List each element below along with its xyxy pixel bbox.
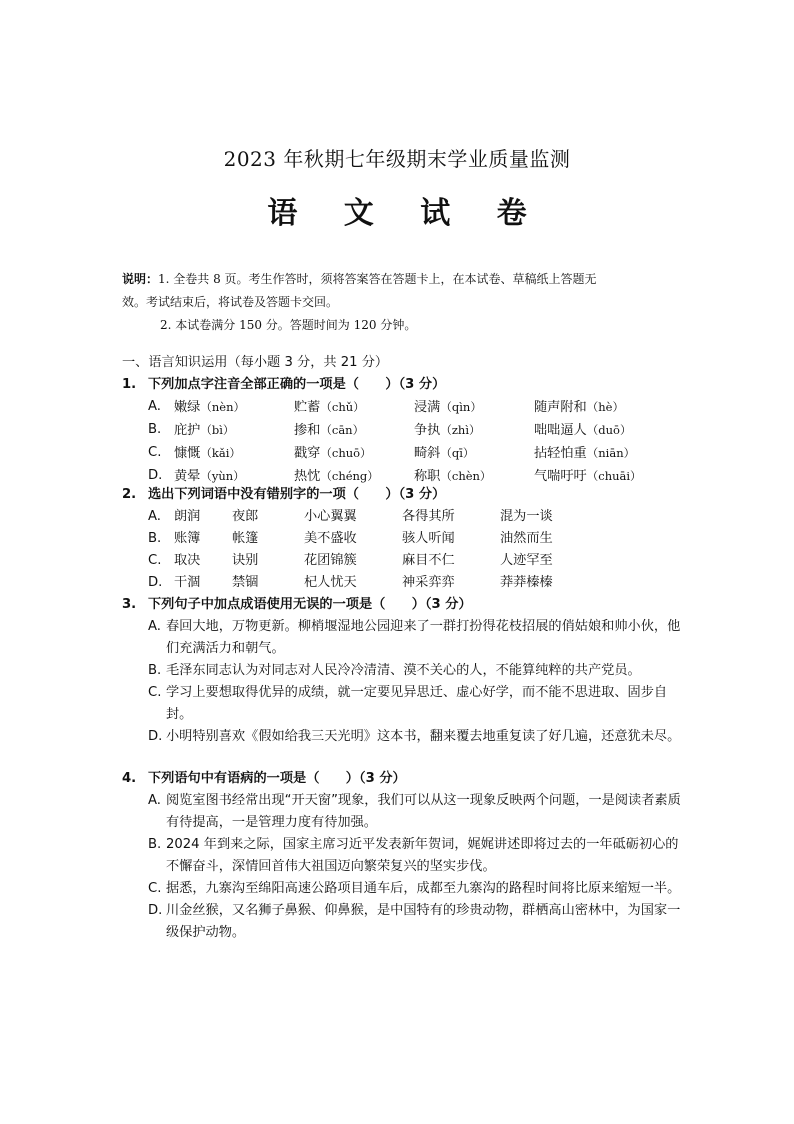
option-word: 诀别 [232,553,259,568]
option-word: 花团锦簇 [304,553,357,568]
option-item [294,396,414,419]
question-number: 3. [122,597,137,612]
option-word: 庇护 [174,423,201,438]
question-text: 选出下列词语中没有错别字的一项（ ）（3 分） [148,487,446,502]
option-word: 随声附和 [534,400,587,415]
instructions-label: 说明： [122,272,159,286]
option-pinyin: （bì） [200,423,235,437]
option-word: 小心翼翼 [304,509,357,524]
option-pinyin: （hè） [586,400,624,414]
option-letter: D. [148,903,163,918]
option-word: 莽莽榛榛 [500,575,553,590]
option-d [148,900,682,944]
option-c [148,682,682,726]
option-item [534,419,674,442]
question-2-options [148,506,682,594]
option-word: 畸斜 [414,446,441,461]
option-text: 春回大地，万物更新。柳梢堰湿地公园迎来了一群打扮得花枝招展的俏姑娘和帅小伙，他们充满活力和朝气。 [166,619,681,656]
option-letter: C. [148,881,162,896]
section-title: 一、语言知识运用（每小题 3 分，共 21 分） [122,355,389,370]
option-row-d [148,572,682,594]
option-pinyin: （chèn） [440,469,492,483]
option-word: 拈轻怕重 [534,446,587,461]
option-item [174,442,294,465]
instructions [122,268,682,337]
option-item [414,419,534,442]
option-pinyin: （qī） [440,446,475,460]
option-word: 帐篷 [232,531,259,546]
option-text: 学习上要想取得优异的成绩，就一定要见异思迁、虚心好学，而不能不思进取、固步自封。 [166,685,668,722]
option-text: 毛泽东同志认为对同志对人民冷冷清清、漠不关心的人，不能算纯粹的共产党员。 [166,663,641,678]
option-pinyin: （cān） [320,423,365,437]
option-item [294,419,414,442]
option-b [148,834,682,878]
option-word: 账簿 [174,531,201,546]
option-pinyin: （duō） [586,423,632,437]
option-word: 慷慨 [174,446,201,461]
option-word: 嫩绿 [174,400,201,415]
option-text: 川金丝猴，又名狮子鼻猴、仰鼻猴，是中国特有的珍贵动物，群栖高山密林中，为国家一级保护动物。 [166,903,681,940]
instructions-line-2: 效。考试结束后，将试卷及答题卡交回。 [122,295,339,309]
option-row-b [148,528,682,550]
option-word: 神采弈弈 [402,575,455,590]
option-pinyin: （kǎi） [200,446,241,460]
question-3 [122,594,682,748]
option-pinyin: （yùn） [200,469,245,483]
option-pinyin: （niān） [586,446,636,460]
instructions-line-1 [122,268,682,291]
option-pinyin: （zhì） [440,423,481,437]
exam-title: 2023 年秋期七年级期末学业质量监测 [223,147,571,171]
option-word: 黄晕 [174,469,201,484]
option-letter: B. [148,837,162,852]
option-letter: A. [148,619,161,634]
option-word: 咄咄逼人 [534,423,587,438]
question-number: 1. [122,377,137,392]
option-pinyin: （chéng） [320,469,379,483]
option-letter: B. [148,663,162,678]
option-letter: C. [148,685,162,700]
option-letter: A. [148,793,161,808]
question-4-stem [122,768,682,790]
question-number: 2. [122,487,137,502]
question-4-options [122,790,682,944]
question-3-options [122,616,682,748]
option-letter: B. [148,531,162,546]
option-word: 贮蓄 [294,400,321,415]
option-letter: D. [148,468,163,483]
option-b [148,660,682,682]
instructions-line-3: 2. 本试卷满分 150 分。答题时间为 120 分钟。 [160,318,417,332]
question-2 [122,484,682,594]
option-word: 干涸 [174,575,201,590]
option-word: 浸满 [414,400,441,415]
option-item [414,396,534,419]
option-pinyin: （nèn） [200,400,245,414]
option-text: 小明特别喜欢《假如给我三天光明》这本书，翻来覆去地重复读了好几遍，还意犹未尽。 [166,729,681,744]
option-word: 麻目不仁 [402,553,455,568]
option-word: 杞人忧天 [304,575,357,590]
option-text: 2024 年到来之际，国家主席习近平发表新年贺词，娓娓讲述即将过去的一年砥砺初心的不懈奋斗，深情回首伟大祖国迈向繁荣复兴的坚实步伐。 [166,837,679,874]
option-pinyin: （chǔ） [320,400,365,414]
option-word: 油然而生 [500,531,553,546]
question-3-stem [122,594,682,616]
option-word: 人迹罕至 [500,553,553,568]
option-a [148,616,682,660]
option-word: 混为一谈 [500,509,553,524]
question-1-options [148,396,682,488]
option-letter: D. [148,729,163,744]
option-item [174,419,294,442]
option-letter: D. [148,575,163,590]
option-letter: A. [148,399,161,414]
exam-subtitle: 语 文 试 卷 [267,196,545,231]
option-word: 气喘吁吁 [534,469,587,484]
option-letter: C. [148,553,162,568]
option-word: 取决 [174,553,201,568]
option-row-a [148,396,682,419]
option-word: 禁锢 [232,575,259,590]
option-item [294,442,414,465]
option-word: 掺和 [294,423,321,438]
option-d [148,726,682,748]
option-c [148,878,682,900]
option-item [414,442,534,465]
option-text: 据悉，九寨沟至绵阳高速公路项目通车后，成都至九寨沟的路程时间将比原来缩短一半。 [166,881,681,896]
option-word: 夜郎 [232,509,259,524]
question-number: 4. [122,771,137,786]
option-word: 称职 [414,469,441,484]
question-text: 下列句子中加点成语使用无误的一项是（ ）（3 分） [148,597,472,612]
option-word: 戳穿 [294,446,321,461]
option-a [148,790,682,834]
option-letter: A. [148,509,161,524]
option-word: 各得其所 [402,509,455,524]
option-word: 争执 [414,423,441,438]
option-pinyin: （chuāi） [586,469,642,483]
option-word: 朗润 [174,509,201,524]
question-text: 下列语句中有语病的一项是（ ）（3 分） [148,771,406,786]
option-word: 美不盛收 [304,531,357,546]
option-row-c [148,442,682,465]
option-letter: B. [148,422,162,437]
question-4 [122,768,682,944]
option-item [534,442,674,465]
option-row-a [148,506,682,528]
option-row-b [148,419,682,442]
option-row-c [148,550,682,572]
instructions-text-1: 1. 全卷共 8 页。考生作答时，须将答案答在答题卡上，在本试卷、草稿纸上答题无 [158,272,597,286]
question-1 [122,374,682,488]
option-item [534,396,674,419]
question-text: 下列加点字注音全部正确的一项是（ ）（3 分） [148,377,446,392]
question-1-stem [122,374,682,396]
option-letter: C. [148,445,162,460]
option-word: 热忱 [294,469,321,484]
option-word: 骇人听闻 [402,531,455,546]
option-pinyin: （qìn） [440,400,482,414]
option-text: 阅览室图书经常出现“开天窗”现象，我们可以从这一现象反映两个问题，一是阅读者素质有待提高，一是管理力度有待加强。 [166,793,681,830]
option-item [174,396,294,419]
question-2-stem [122,484,682,506]
option-pinyin: （chuō） [320,446,372,460]
